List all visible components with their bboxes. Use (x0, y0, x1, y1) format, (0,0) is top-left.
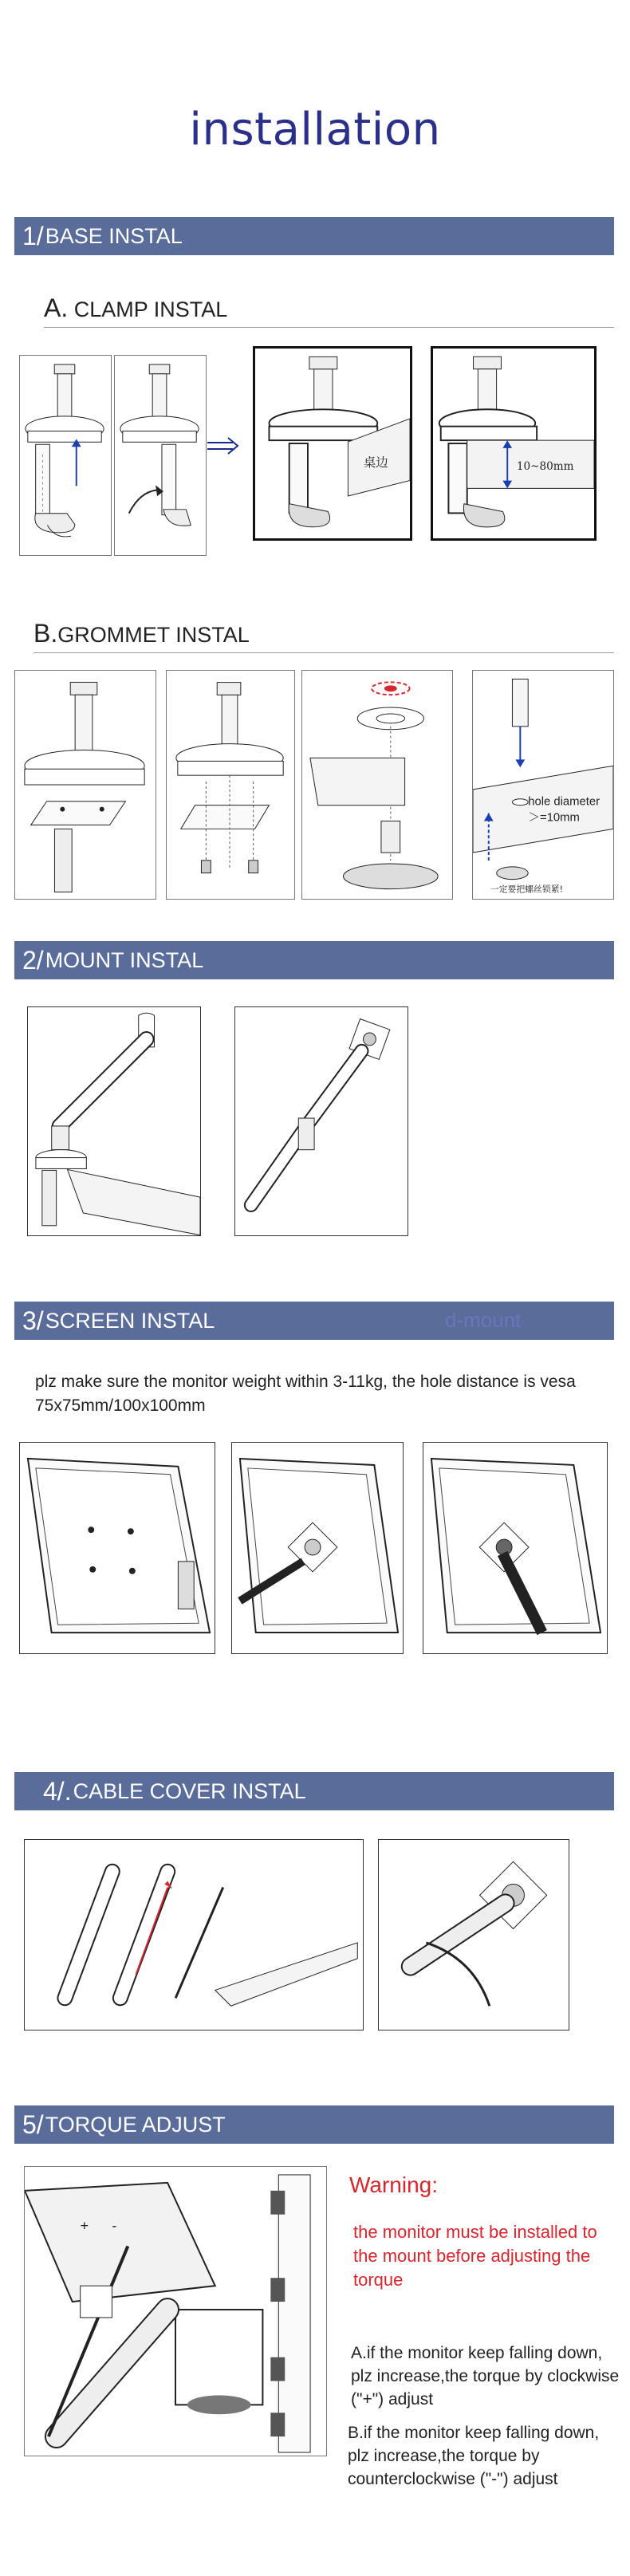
torque-step-b: B.if the monitor keep falling down, plz increase,the torque by counterclockwise ("-") adjust (348, 2424, 600, 2488)
warning-text: the monitor must be installed to the mount before adjusting the torque (353, 2222, 597, 2290)
grommet-subheading (33, 619, 250, 648)
cable-cover-step-1-illustration (24, 1839, 364, 2030)
clamp-range-label: 10~80mm (516, 460, 574, 474)
hole-diameter-label: hole diameter (528, 795, 600, 809)
grommet-step-3-illustration (301, 670, 453, 900)
warning-title: Warning: (349, 2172, 439, 2197)
divider (33, 652, 614, 653)
cable-cover-step-2-illustration (378, 1839, 569, 2030)
grommet-label: GROMMET INSTAL (57, 623, 250, 647)
section-header-screen (14, 1302, 614, 1340)
clamp-step-1-illustration (19, 355, 112, 556)
desk-edge-label: 桌边 (363, 455, 388, 471)
clamp-step-4-illustration (431, 346, 597, 541)
section-header-torque (14, 2105, 614, 2144)
clamp-step-2-illustration (114, 355, 207, 556)
section-label: CABLE COVER INSTAL (73, 1778, 306, 1803)
grommet-step-2-illustration (166, 670, 295, 900)
arrow-right-icon (206, 435, 241, 459)
clamp-letter: A. (44, 293, 69, 322)
mount-step-1-illustration (27, 1006, 201, 1236)
grommet-step-1-illustration (14, 670, 156, 900)
screen-weight-note: plz make sure the monitor weight within 3-11kg, the hole distance is vesa 75x75mm/100x100mm (35, 1373, 576, 1415)
grommet-step-4-illustration (472, 670, 614, 900)
divider (44, 327, 614, 328)
hole-diameter-value: ＞=10mm (528, 811, 580, 825)
section-number: 5/ (22, 2109, 44, 2139)
screen-step-1-illustration (19, 1442, 215, 1654)
section-label: TORQUE ADJUST (45, 2112, 226, 2137)
torque-adjust-illustration (24, 2166, 327, 2456)
section-number: 1/ (22, 221, 44, 250)
minus-sign: - (112, 2217, 117, 2234)
torque-step-a: A.if the monitor keep falling down, plz increase,the torque by clockwise ("+") adjust (351, 2344, 620, 2409)
screen-step-2-illustration (231, 1442, 404, 1654)
section-label: BASE INSTAL (45, 223, 183, 248)
screen-step-3-illustration (423, 1442, 608, 1654)
section-number: 3/ (22, 1306, 44, 1335)
clamp-subheading (44, 293, 227, 323)
section-header-cable (14, 1772, 614, 1810)
clamp-label: CLAMP INSTAL (73, 297, 228, 321)
section-header-mount (14, 941, 614, 979)
section-header-base (14, 217, 614, 255)
page-title: installation (189, 104, 441, 156)
section-label: SCREEN INSTAL (45, 1308, 215, 1333)
section-number: 2/ (22, 945, 44, 975)
section-number: 4/. (43, 1776, 72, 1806)
section-label: MOUNT INSTAL (45, 947, 204, 972)
watermark: d-mount (445, 1308, 522, 1332)
plus-sign: + (80, 2217, 89, 2234)
mount-step-2-illustration (234, 1006, 408, 1236)
grommet-letter: B. (33, 619, 58, 648)
clamp-step-3-illustration (253, 346, 412, 541)
tighten-screw-note: 一定要把螺丝锁紧! (490, 884, 563, 895)
